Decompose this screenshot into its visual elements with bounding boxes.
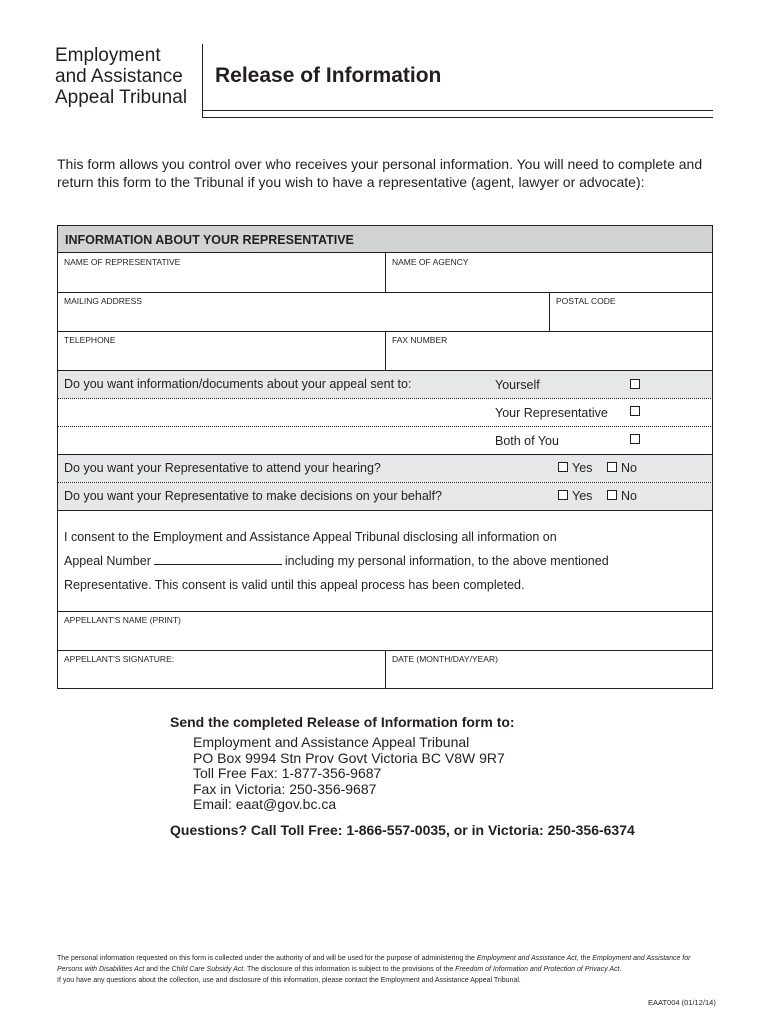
divider — [385, 253, 386, 292]
appellant-signature-field[interactable] — [58, 663, 384, 688]
label-agency-name: NAME OF AGENCY — [392, 257, 469, 267]
privacy-notice-p1 — [57, 953, 715, 975]
label-mailing-address: MAILING ADDRESS — [64, 296, 142, 306]
notice-text: The personal information requested on this form is collected under the authority of and will be used for the purpose of administering the — [57, 955, 477, 962]
privacy-notice — [57, 953, 715, 986]
page-title: Release of Information — [215, 64, 442, 87]
option-both-label: Both of You — [495, 434, 559, 448]
agency-name-field[interactable] — [386, 266, 712, 291]
option-yourself-label: Yourself — [495, 378, 540, 392]
privacy-notice-p2: If you have any questions about the collection, use and disclosure of this information, please contact the Employment and Assistance Appeal Tribunal. — [57, 977, 521, 984]
address-line: PO Box 9994 Stn Prov Govt Victoria BC V8W 9R7 — [193, 749, 505, 766]
representative-name-field[interactable] — [58, 266, 384, 291]
notice-text: . The disclosure of this information is subject to the provisions of the — [243, 966, 456, 973]
section-heading: INFORMATION ABOUT YOUR REPRESENTATIVE — [65, 233, 354, 247]
checkbox-representative[interactable] — [630, 406, 640, 416]
address-line: Email: eaat@gov.bc.ca — [193, 796, 337, 813]
consent-line-1: I consent to the Employment and Assistance Appeal Tribunal disclosing all information on — [64, 530, 557, 544]
notice-text: and the — [144, 966, 172, 973]
divider — [57, 510, 713, 511]
notice-text: . — [619, 966, 622, 973]
appeal-number-field[interactable] — [154, 554, 282, 565]
attend-hearing-question: Do you want your Representative to attend your hearing? — [64, 461, 381, 475]
label-postal-code: POSTAL CODE — [556, 296, 616, 306]
attend-no-label: No — [621, 461, 637, 475]
consent-line-2-tail: including my personal information, to the above mentioned — [284, 554, 609, 568]
option-representative-label: Your Representative — [495, 406, 608, 420]
divider — [57, 611, 713, 612]
act-name: Child Care Subsidy Act — [171, 966, 244, 973]
checkbox-attend-no[interactable] — [607, 462, 617, 472]
address-line: Toll Free Fax: 1-877-356-9687 — [193, 765, 382, 782]
header-rule-2 — [202, 117, 713, 118]
decide-no-label: No — [621, 489, 637, 503]
decide-yes-label: Yes — [572, 489, 593, 503]
label-representative-name: NAME OF REPRESENTATIVE — [64, 257, 181, 267]
consent-line-2 — [64, 554, 609, 568]
label-appellant-signature: APPELLANT'S SIGNATURE: — [64, 654, 175, 664]
org-line-2: and Assistance — [55, 66, 183, 87]
checkbox-decide-yes[interactable] — [558, 490, 568, 500]
act-name: Employment and Assistance Act — [476, 955, 577, 962]
divider — [57, 398, 713, 399]
checkbox-decide-no[interactable] — [607, 490, 617, 500]
divider — [57, 426, 713, 427]
label-appellant-name: APPELLANT'S NAME (PRINT) — [64, 615, 181, 625]
intro-paragraph: This form allows you control over who receives your personal information. You will need to complete and return this form to the Tribunal if you wish to have a representative (agent, lawyer or advocate): — [57, 156, 703, 190]
appellant-name-field[interactable] — [58, 624, 712, 649]
address-line: Employment and Assistance Appeal Tribunal — [193, 734, 470, 750]
act-name: Employment and Assistance for Persons with Disabilities Act — [57, 955, 691, 973]
header-rule-1 — [202, 110, 713, 111]
send-to-heading: Send the completed Release of Information form to: — [170, 714, 515, 730]
divider — [385, 650, 386, 689]
checkbox-yourself[interactable] — [630, 379, 640, 389]
mailing-address-block — [193, 735, 505, 813]
organization-name — [55, 45, 187, 108]
address-line: Fax in Victoria: 250-356-9687 — [193, 780, 377, 797]
org-line-3: Appeal Tribunal — [55, 87, 188, 108]
checkbox-attend-yes[interactable] — [558, 462, 568, 472]
appeal-number-label: Appeal Number — [64, 554, 151, 568]
fax-number-field[interactable] — [386, 344, 712, 369]
section-header — [57, 225, 713, 253]
postal-code-field[interactable] — [551, 305, 712, 330]
label-fax-number: FAX NUMBER — [392, 335, 448, 345]
notice-text: , the — [576, 955, 593, 962]
header-divider-vertical — [202, 44, 203, 118]
act-name: Freedom of Information and Protection of Privacy Act — [455, 966, 620, 973]
date-field[interactable] — [386, 663, 712, 688]
attend-yes-label: Yes — [572, 461, 593, 475]
org-line-1: Employment — [55, 45, 161, 66]
decisions-question: Do you want your Representative to make decisions on your behalf? — [64, 489, 442, 503]
divider — [549, 292, 550, 331]
label-telephone: TELEPHONE — [64, 335, 116, 345]
send-to-question: Do you want information/documents about your appeal sent to: — [64, 377, 412, 391]
divider — [57, 292, 713, 293]
form-code: EAAT004 (01/12/14) — [648, 998, 716, 1007]
questions-contact: Questions? Call Toll Free: 1-866-557-0035, or in Victoria: 250-356-6374 — [170, 822, 635, 838]
label-date: DATE (MONTH/DAY/YEAR) — [392, 654, 498, 664]
divider — [385, 331, 386, 370]
telephone-field[interactable] — [58, 344, 384, 369]
mailing-address-field[interactable] — [58, 305, 548, 330]
checkbox-both[interactable] — [630, 434, 640, 444]
consent-line-3: Representative. This consent is valid until this appeal process has been completed. — [64, 578, 525, 592]
